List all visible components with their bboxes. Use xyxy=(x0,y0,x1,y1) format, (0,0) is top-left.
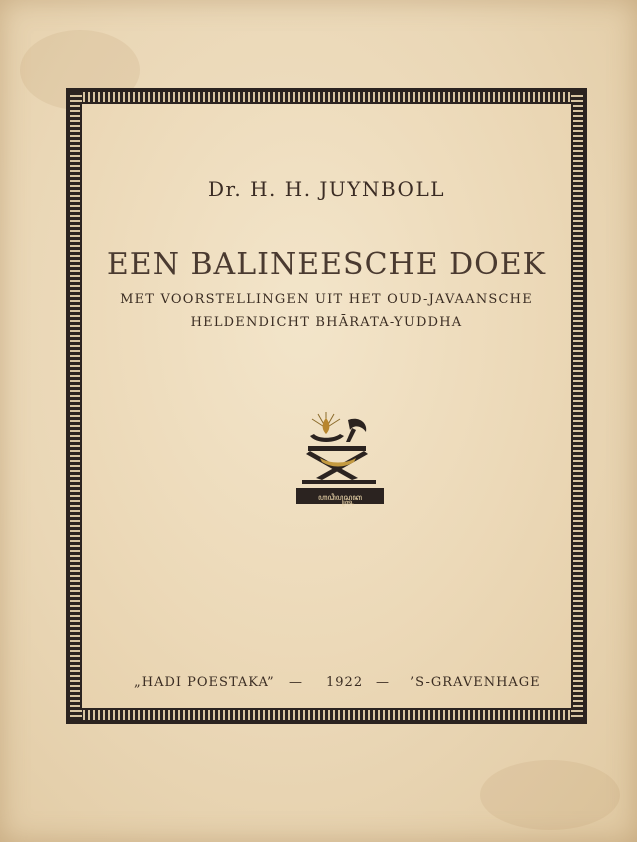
publisher-name: „HADI POESTAKA” xyxy=(134,675,275,690)
subtitle-line-2: HELDENDICHT BHĀRATA-YUDDHA xyxy=(190,315,463,330)
author-name: Dr. H. H. JUYNBOLL xyxy=(207,177,446,201)
imprint-dash: — xyxy=(376,675,390,690)
publisher-lamp-emblem-icon xyxy=(296,408,386,518)
emblem-caption: ꦲꦣꦶꦥꦸꦱ꧀ꦠꦏ xyxy=(318,493,362,502)
paper-stain xyxy=(480,760,620,830)
publication-city: ’S-GRAVENHAGE xyxy=(410,675,541,690)
subtitle-line-1: MET VOORSTELLINGEN UIT HET OUD-JAVAANSCHE xyxy=(120,292,533,307)
title-panel xyxy=(80,102,573,710)
imprint-dash: — xyxy=(289,675,303,690)
decorative-border xyxy=(66,88,587,724)
publication-year: 1922 xyxy=(326,675,364,690)
book-title: EEN BALINEESCHE DOEK xyxy=(106,247,547,282)
